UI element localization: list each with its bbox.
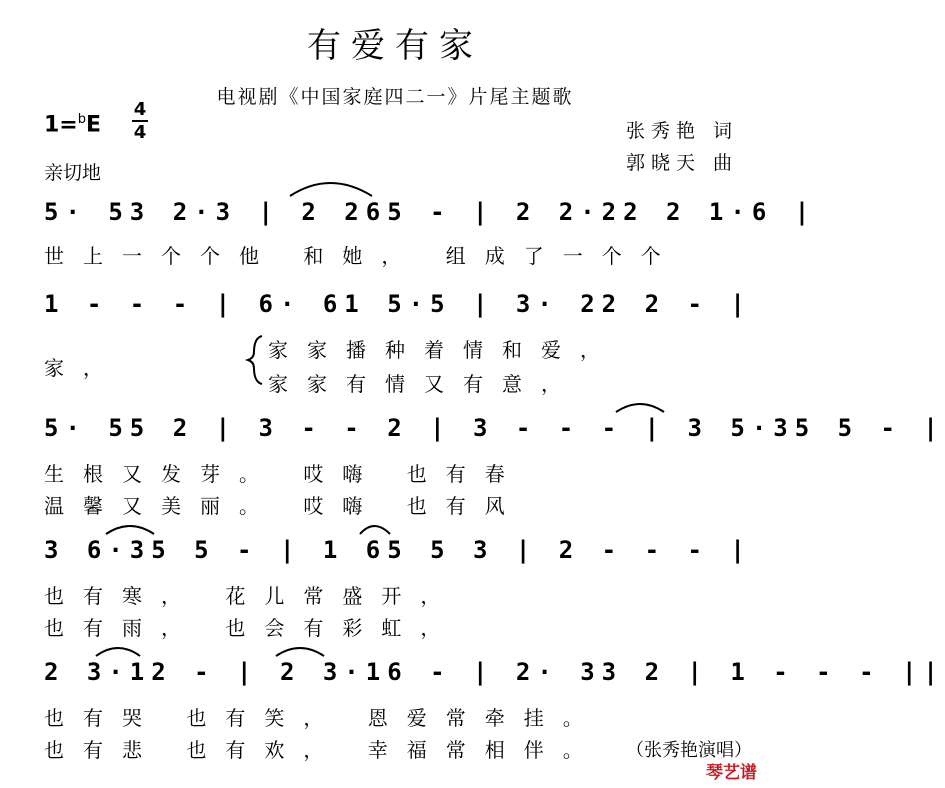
lyric-line-3-b: 温馨又美丽。 哎嗨 也有风 xyxy=(44,494,524,518)
flat-sign: b xyxy=(77,112,87,127)
time-signature-top: 4 xyxy=(133,99,147,120)
lyric-line-2-a: 家， xyxy=(44,356,122,380)
notation-line-2: 1 - - - | 6· 61 5·5 | 3· 22 2 - | xyxy=(44,290,752,318)
site-logo: 琴艺谱 xyxy=(706,763,757,783)
lyric-brace xyxy=(248,336,262,384)
lyric-line-4-a: 也有寒， 花儿常盛开， xyxy=(44,584,460,608)
slur-line-4-b xyxy=(360,526,390,534)
slur-line-4-a xyxy=(106,526,154,534)
key-note: E xyxy=(86,112,102,138)
singer-note: （张秀艳演唱） xyxy=(626,740,752,761)
lyric-line-5-b: 也有悲 也有欢， 幸福常相伴。 xyxy=(44,738,602,762)
lyric-line-2-b: 家家播种着情和爱， xyxy=(268,338,619,362)
lyric-line-3-a: 生根又发芽。 哎嗨 也有春 xyxy=(44,462,524,486)
lyricist-credit: 张秀艳 词 xyxy=(626,120,739,142)
song-title: 有爱有家 xyxy=(307,26,483,66)
slur-line-5-b xyxy=(276,648,324,656)
notation-line-1: 5· 53 2·3 | 2 265 - | 2 2·22 2 1·6 | xyxy=(44,198,817,226)
notation-line-3: 5· 55 2 | 3 - - 2 | 3 - - - | 3 5·35 5 - | xyxy=(44,414,945,442)
slur-line-1 xyxy=(290,183,372,196)
lyric-line-1: 世上一个个他 和她， 组成了一个个 xyxy=(44,244,680,268)
song-subtitle: 电视剧《中国家庭四二一》片尾主题歌 xyxy=(216,86,574,108)
lyric-line-5-a: 也有哭 也有笑， 恩爱常牵挂。 xyxy=(44,706,602,730)
slur-line-3 xyxy=(616,404,664,412)
lyric-line-2-c: 家家有情又有意， xyxy=(268,372,580,396)
key-prefix: 1= xyxy=(44,112,78,138)
notation-line-4: 3 6·35 5 - | 1 65 5 3 | 2 - - - | xyxy=(44,536,752,564)
lyric-line-4-b: 也有雨， 也会有彩虹， xyxy=(44,616,460,640)
time-signature-bottom: 4 xyxy=(133,122,147,143)
slur-line-5-a xyxy=(96,648,140,656)
tempo-marking: 亲切地 xyxy=(44,162,102,184)
composer-credit: 郭晓天 曲 xyxy=(626,152,739,174)
notation-line-5: 2 3·12 - | 2 3·16 - | 2· 33 2 | 1 - - - || xyxy=(44,658,945,686)
